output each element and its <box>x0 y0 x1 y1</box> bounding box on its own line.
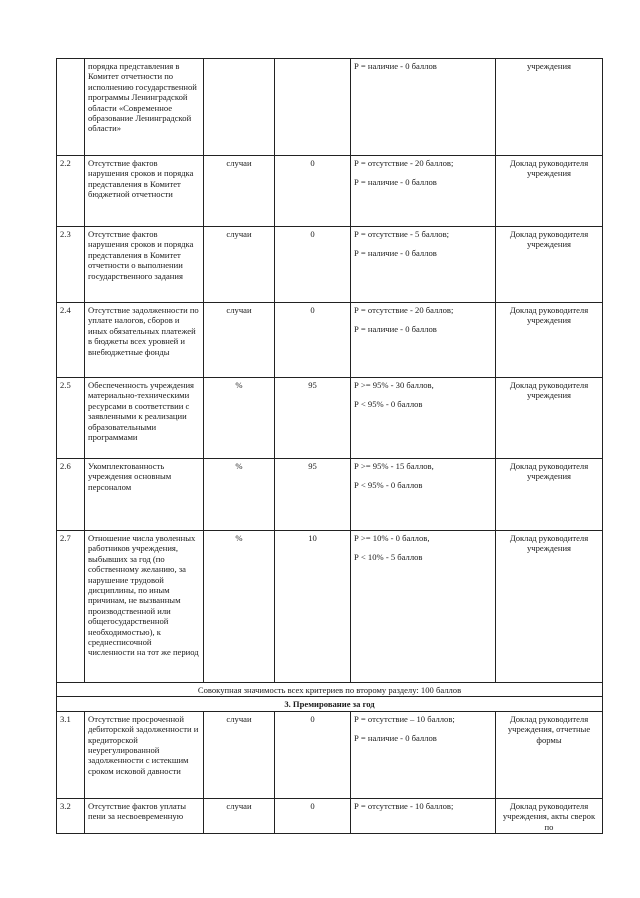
section-2-summary-row <box>57 683 603 697</box>
criterion-number: 3.2 <box>57 798 85 833</box>
scoring-rule: Р < 10% - 5 баллов <box>354 552 423 563</box>
value-cell: 0 <box>275 303 351 378</box>
report-source-cell: Доклад руководителя учреждения <box>496 531 603 683</box>
unit-cell: случаи <box>204 303 275 378</box>
value-cell: 95 <box>275 378 351 459</box>
scoring-rule: Р = отсутствие – 10 баллов; <box>354 713 455 724</box>
value-cell: 0 <box>275 798 351 833</box>
value-cell: 95 <box>275 459 351 531</box>
criterion-number: 2.4 <box>57 303 85 378</box>
scoring-rule: Р = наличие - 0 баллов <box>354 177 437 188</box>
table-row <box>57 156 603 227</box>
scoring-rule: Р >= 10% - 0 баллов, <box>354 533 430 543</box>
scoring-cell <box>351 303 496 378</box>
scoring-rule: Р < 95% - 0 баллов <box>354 480 423 491</box>
report-source-cell: Доклад руководителя учреждения <box>496 227 603 303</box>
scoring-cell <box>351 459 496 531</box>
scoring-rule: Р = отсутствие - 20 баллов; <box>354 158 454 168</box>
criterion-text: Отношение числа уволенных работников учреждения, выбывших за год (по собственному желанию, за нарушение трудовой дисциплины, по иным причинам, не вызванным производственной или общегосударственной необходимостью), к среднесписочной численности на тот же период <box>85 531 204 683</box>
scoring-rule: Р >= 95% - 15 баллов, <box>354 461 434 471</box>
unit-cell: случаи <box>204 227 275 303</box>
scoring-rule: Р = отсутствие - 20 баллов; <box>354 305 454 315</box>
criterion-text: Отсутствие просроченной дебиторской задолженности и кредиторской неурегулированной задолженности с истекшим сроком исковой давности <box>85 711 204 798</box>
report-source-cell: учреждения <box>496 59 603 156</box>
scoring-cell <box>351 798 496 833</box>
criterion-number: 2.2 <box>57 156 85 227</box>
criterion-text: Отсутствие фактов нарушения сроков и порядка представления в Комитет отчетности о выполнении государственного задания <box>85 227 204 303</box>
scoring-rule: Р >= 95% - 30 баллов, <box>354 380 434 390</box>
criterion-text: Отсутствие задолженности по уплате налогов, сборов и иных обязательных платежей в бюджеты всех уровней и внебюджетные фонды <box>85 303 204 378</box>
scoring-rule: Р < 95% - 0 баллов <box>354 399 423 410</box>
table-row <box>57 459 603 531</box>
scoring-cell <box>351 378 496 459</box>
section-3-header-row <box>57 697 603 711</box>
criterion-number: 2.6 <box>57 459 85 531</box>
value-cell: 0 <box>275 711 351 798</box>
scoring-rule: Р = отсутствие - 5 баллов; <box>354 229 450 239</box>
criterion-number: 2.7 <box>57 531 85 683</box>
unit-cell: % <box>204 459 275 531</box>
table-row <box>57 378 603 459</box>
table-row <box>57 303 603 378</box>
scoring-cell <box>351 227 496 303</box>
criterion-number: 2.5 <box>57 378 85 459</box>
table-row <box>57 531 603 683</box>
value-cell: 0 <box>275 156 351 227</box>
criterion-text: Обеспеченность учреждения материально-техническими ресурсами в соответствии с заявленными к реализации образовательными программами <box>85 378 204 459</box>
scoring-cell <box>351 59 496 156</box>
criterion-text: Отсутствие фактов уплаты пени за несвоевременную <box>85 798 204 833</box>
scoring-rule: Р = наличие - 0 баллов <box>354 733 437 744</box>
value-cell: 0 <box>275 227 351 303</box>
unit-cell: случаи <box>204 711 275 798</box>
criterion-number <box>57 59 85 156</box>
criterion-number: 2.3 <box>57 227 85 303</box>
scoring-cell <box>351 711 496 798</box>
value-cell <box>275 59 351 156</box>
scoring-rule: Р = наличие - 0 баллов <box>354 248 437 259</box>
table-row <box>57 227 603 303</box>
scoring-cell <box>351 531 496 683</box>
criteria-table <box>56 58 603 834</box>
report-source-cell: Доклад руководителя учреждения <box>496 459 603 531</box>
criterion-text: Отсутствие фактов нарушения сроков и порядка представления в Комитет бюджетной отчетности <box>85 156 204 227</box>
section-3-title: 3. Премирование за год <box>57 697 603 711</box>
criterion-number: 3.1 <box>57 711 85 798</box>
unit-cell: % <box>204 531 275 683</box>
unit-cell <box>204 59 275 156</box>
unit-cell: % <box>204 378 275 459</box>
scoring-rule: Р = отсутствие - 10 баллов; <box>354 800 454 811</box>
report-source-cell: Доклад руководителя учреждения <box>496 156 603 227</box>
scoring-rule: Р = наличие - 0 баллов <box>354 61 437 71</box>
value-cell: 10 <box>275 531 351 683</box>
report-source-cell: Доклад руководителя учреждения, отчетные формы <box>496 711 603 798</box>
table-row <box>57 711 603 798</box>
report-source-cell: Доклад руководителя учреждения <box>496 378 603 459</box>
table-row <box>57 59 603 156</box>
unit-cell: случаи <box>204 798 275 833</box>
section-2-summary: Совокупная значимость всех критериев по второму разделу: 100 баллов <box>57 683 603 697</box>
report-source-cell: Доклад руководителя учреждения <box>496 303 603 378</box>
unit-cell: случаи <box>204 156 275 227</box>
criterion-text: Укомплектованность учреждения основным персоналом <box>85 459 204 531</box>
scoring-rule: Р = наличие - 0 баллов <box>354 324 437 335</box>
table-row <box>57 798 603 833</box>
scoring-cell <box>351 156 496 227</box>
report-source-cell: Доклад руководителя учреждения, акты сверок по <box>496 798 603 833</box>
criterion-text: порядка представления в Комитет отчетности по исполнению государственной программы Ленинградской области «Современное образование Ленинградской области» <box>85 59 204 156</box>
